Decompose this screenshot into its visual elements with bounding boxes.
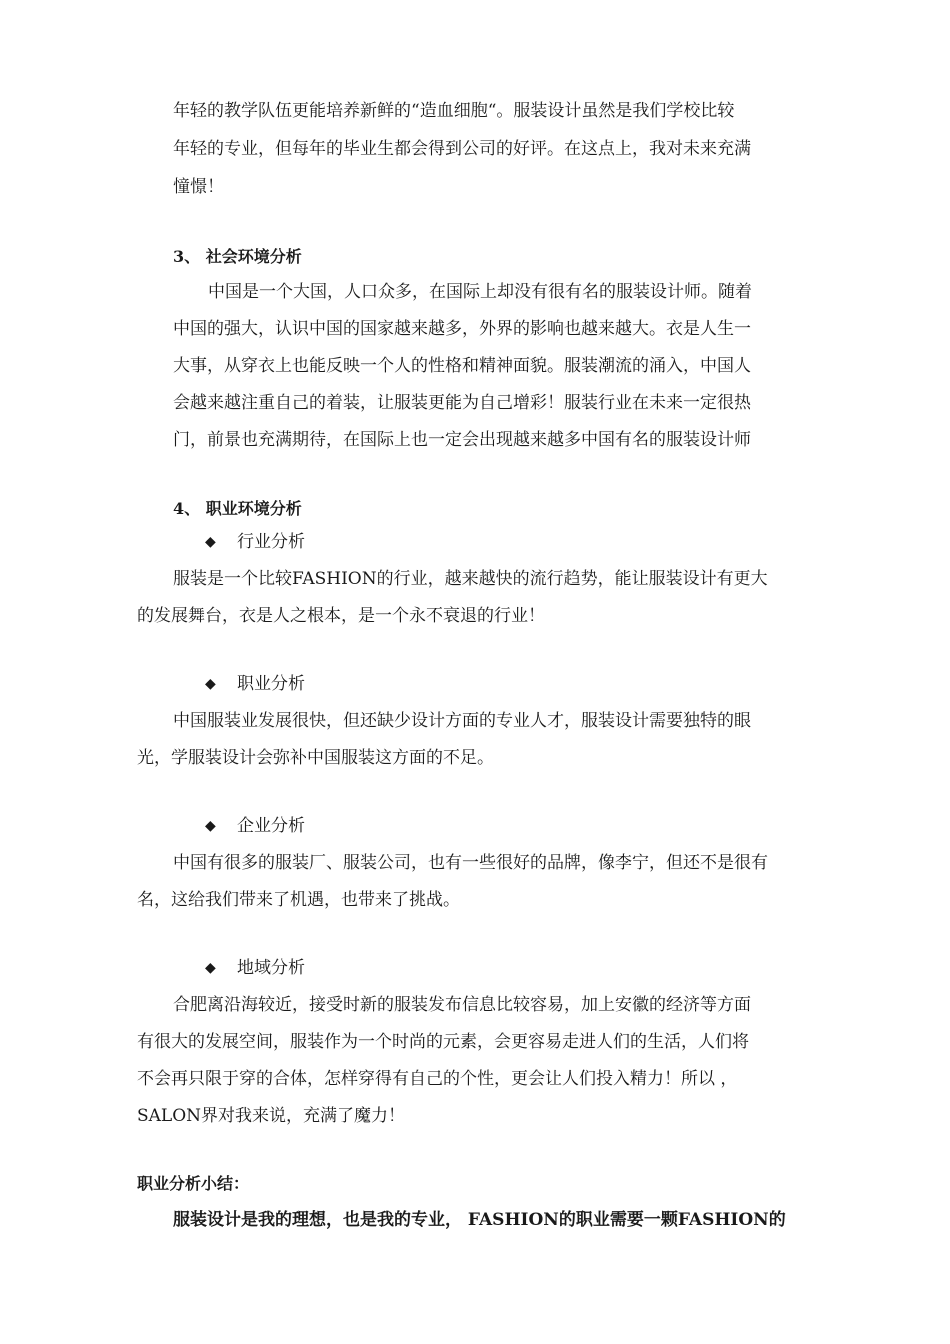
- industry-analysis-line-2: 的发展舞台，衣是人之根本，是一个永不衰退的行业！: [137, 606, 545, 626]
- section3-line-5: 门，前景也充满期待，在国际上也一定会出现越来越多中国有名的服装设计师: [173, 430, 751, 450]
- summary-heading: 职业分析小结：: [137, 1174, 250, 1193]
- intro-line-2: 年轻的专业，但每年的毕业生都会得到公司的好评。在这点上，我对未来充满: [173, 139, 751, 159]
- region-analysis-title: 地域分析: [237, 958, 305, 978]
- career-analysis-title: 职业分析: [237, 674, 305, 694]
- industry-analysis-title: 行业分析: [237, 532, 305, 552]
- section3-line-1: 中国是一个大国，人口众多，在国际上却没有很有名的服装设计师。随着: [208, 282, 752, 302]
- intro-line-3: 憧憬！: [173, 177, 224, 197]
- region-analysis-line-2: 有很大的发展空间，服装作为一个时尚的元素，会更容易走进人们的生活，人们将: [137, 1032, 749, 1052]
- section3-line-4: 会越来越注重自己的着装，让服装更能为自己增彩！服装行业在未来一定很热: [173, 393, 751, 413]
- section3-heading: 3、 社会环境分析: [173, 247, 302, 266]
- section3-line-2: 中国的强大，认识中国的国家越来越多，外界的影响也越来越大。衣是人生一: [173, 319, 751, 339]
- region-analysis-line-4: SALON界对我来说，充满了魔力！: [137, 1106, 406, 1126]
- section4-heading: 4、 职业环境分析: [173, 499, 302, 518]
- bullet-diamond-icon: ◆: [205, 960, 216, 976]
- region-analysis-line-1: 合肥离沿海较近，接受时新的服装发布信息比较容易，加上安徽的经济等方面: [173, 995, 751, 1015]
- enterprise-analysis-title: 企业分析: [237, 816, 305, 836]
- bullet-diamond-icon: ◆: [205, 534, 216, 550]
- section3-line-3: 大事，从穿衣上也能反映一个人的性格和精神面貌。服装潮流的涌入，中国人: [173, 356, 751, 376]
- summary-line-1: 服装设计是我的理想，也是我的专业， FASHION的职业需要一颗FASHION的: [173, 1210, 786, 1230]
- career-analysis-line-2: 光，学服装设计会弥补中国服装这方面的不足。: [137, 748, 494, 768]
- bullet-diamond-icon: ◆: [205, 676, 216, 692]
- bullet-diamond-icon: ◆: [205, 818, 216, 834]
- intro-line-1: 年轻的教学队伍更能培养新鲜的“造血细胞“。服装设计虽然是我们学校比较: [173, 101, 735, 121]
- region-analysis-line-3: 不会再只限于穿的合体，怎样穿得有自己的个性，更会让人们投入精力！所以 ，: [137, 1069, 738, 1089]
- enterprise-analysis-line-1: 中国有很多的服装厂、服装公司，也有一些很好的品牌，像李宁，但还不是很有: [173, 853, 768, 873]
- career-analysis-line-1: 中国服装业发展很快，但还缺少设计方面的专业人才，服装设计需要独特的眼: [173, 711, 751, 731]
- industry-analysis-line-1: 服装是一个比较FASHION的行业，越来越快的流行趋势，能让服装设计有更大: [173, 569, 768, 589]
- enterprise-analysis-line-2: 名，这给我们带来了机遇，也带来了挑战。: [137, 890, 460, 910]
